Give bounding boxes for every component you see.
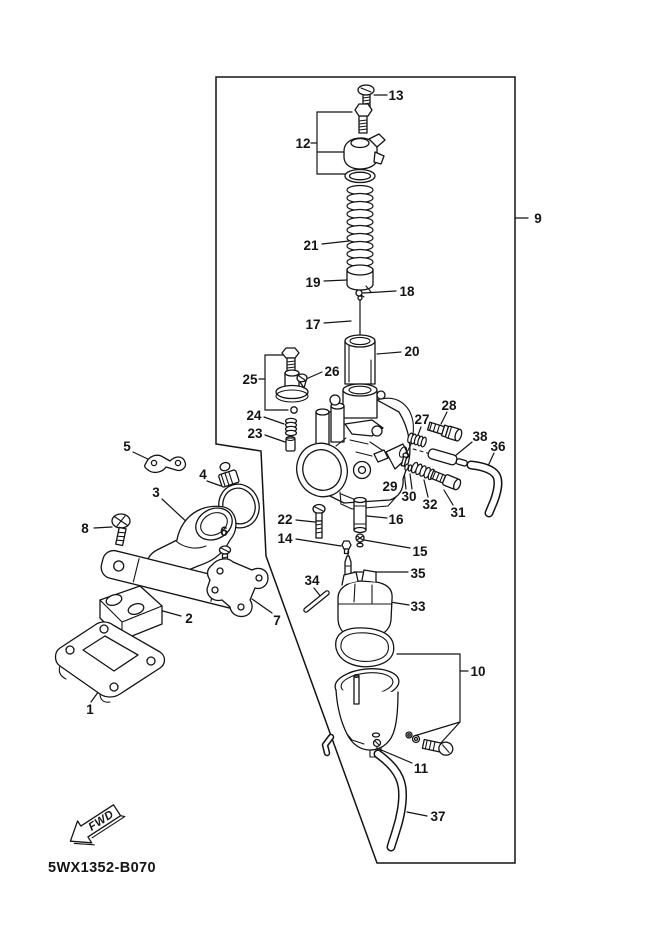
- callout-30: 30: [401, 489, 417, 504]
- callout-36: 36: [490, 439, 506, 454]
- part-28-air-screw: [427, 420, 463, 441]
- part-7-bracket: [207, 559, 268, 617]
- part-12-cap-assembly: [344, 104, 385, 183]
- callout-29: 29: [382, 479, 398, 494]
- callout-8: 8: [81, 521, 89, 536]
- part-bowl-gasket: [336, 628, 394, 667]
- callout-16: 16: [388, 512, 404, 527]
- part-38-pipe: [427, 448, 468, 469]
- callout-25: 25: [242, 372, 258, 387]
- part-36-bent-pipe: [471, 465, 498, 513]
- callout-6: 6: [220, 524, 228, 539]
- part-31-throttle-stop-screw: [430, 469, 462, 490]
- part-24-spring: [286, 418, 297, 435]
- callout-7: 7: [273, 613, 281, 628]
- fwd-arrow: [63, 798, 128, 854]
- part-16-needle-jet: [354, 498, 366, 533]
- callout-19: 19: [305, 275, 321, 290]
- callout-1: 1: [86, 702, 94, 717]
- part-15-screw: [356, 534, 364, 547]
- callout-32: 32: [422, 497, 438, 512]
- part-5-cable-holder: [145, 455, 186, 472]
- callout-17: 17: [305, 317, 321, 332]
- callout-13: 13: [388, 88, 404, 103]
- bracket-25: [259, 355, 288, 410]
- callout-34: 34: [304, 573, 320, 588]
- callout-11: 11: [413, 761, 429, 776]
- callout-31: 31: [450, 505, 466, 520]
- callout-24: 24: [246, 408, 262, 423]
- callout-5: 5: [123, 439, 131, 454]
- part-19-spring-seat: [347, 265, 373, 292]
- part-23-plunger-pin: [286, 437, 295, 452]
- callout-23: 23: [247, 426, 263, 441]
- bracket-10: [397, 654, 468, 744]
- part-8-bolt: [112, 514, 130, 546]
- part-37-drain-hose: [378, 754, 403, 847]
- callout-10: 10: [470, 664, 486, 679]
- callout-18: 18: [399, 284, 415, 299]
- callout-21: 21: [303, 238, 319, 253]
- callout-27: 27: [414, 412, 430, 427]
- part-code: 5WX1352-B070: [48, 860, 156, 876]
- callout-3: 3: [152, 485, 160, 500]
- callout-37: 37: [430, 809, 446, 824]
- part-float-bowl: [325, 666, 400, 757]
- callout-26: 26: [324, 364, 340, 379]
- callout-35: 35: [410, 566, 426, 581]
- callout-9: 9: [534, 211, 542, 226]
- callout-15: 15: [412, 544, 428, 559]
- fwd-label: FWD: [86, 808, 117, 834]
- callout-12: 12: [295, 136, 311, 151]
- part-34-float-pin: [306, 593, 327, 610]
- part-21-spring: [347, 186, 373, 275]
- part-14-pilot-jet: [342, 541, 351, 554]
- callout-38: 38: [472, 429, 488, 444]
- callout-2: 2: [185, 611, 193, 626]
- bracket-12: [311, 112, 352, 174]
- callout-14: 14: [277, 531, 293, 546]
- callout-20: 20: [404, 344, 420, 359]
- callout-28: 28: [441, 398, 457, 413]
- callout-33: 33: [410, 599, 426, 614]
- part-22-main-jet-bolt: [313, 505, 325, 539]
- callout-4: 4: [199, 467, 207, 482]
- part-1-reed-base: [56, 622, 165, 702]
- part-20-throttle-valve: [345, 335, 375, 384]
- callout-22: 22: [277, 512, 293, 527]
